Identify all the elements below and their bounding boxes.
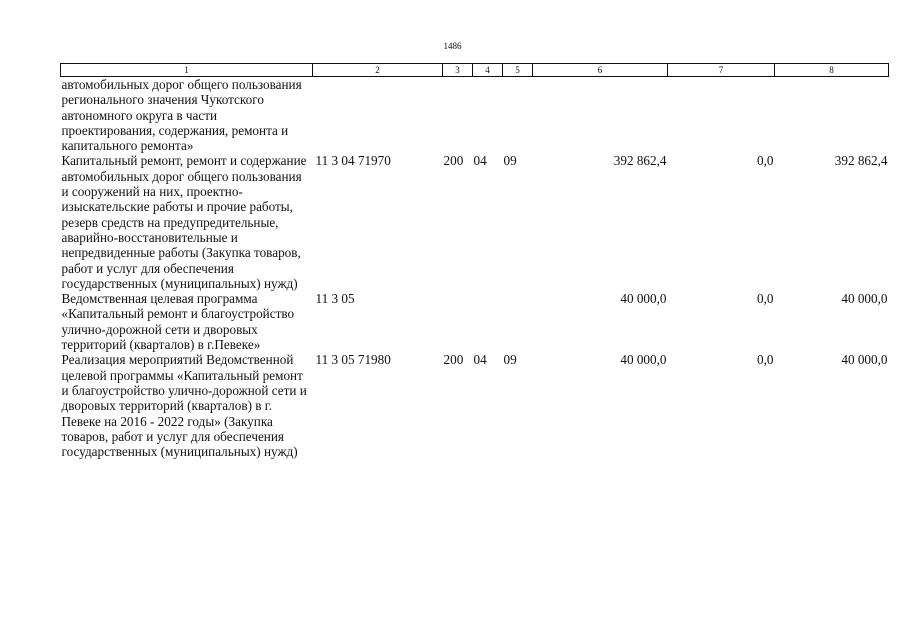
row-value-8	[775, 77, 889, 154]
row-subsection: 09	[503, 352, 517, 368]
row-subsection: 09	[503, 153, 517, 169]
column-header-7: 7	[668, 64, 775, 77]
table-row	[61, 352, 889, 459]
row-type: 200	[443, 153, 464, 169]
row-value-7: 0,0	[757, 352, 774, 368]
row-value-8: 40 000,0	[841, 291, 888, 307]
row-value-7: 0,0	[757, 153, 774, 169]
row-type	[443, 291, 473, 352]
column-header-3: 3	[443, 64, 473, 77]
budget-table	[60, 63, 889, 459]
row-name: Ведомственная целевая программа «Капитальный ремонт и благоустройство улично-дорожной сети и дворовых территорий (кварталов) в г.Певеке»	[61, 291, 295, 353]
column-header-4: 4	[473, 64, 503, 77]
row-value-6: 40 000,0	[620, 291, 667, 307]
row-value-6: 392 862,4	[613, 153, 667, 169]
column-header-6: 6	[533, 64, 668, 77]
row-section: 04	[473, 352, 487, 368]
column-header-1: 1	[61, 64, 313, 77]
row-subsection	[503, 291, 533, 352]
table-row	[61, 77, 889, 154]
column-header-2: 2	[313, 64, 443, 77]
row-value-7: 0,0	[757, 291, 774, 307]
table-header	[61, 64, 889, 77]
table-row	[61, 153, 889, 291]
row-section: 04	[473, 153, 487, 169]
table-body	[61, 77, 889, 460]
row-name: Реализация мероприятий Ведомственной целевой программы «Капитальный ремонт и благоустройство улично-дорожной сети и дворовых территорий (кварталов) в г. Певеке на 2016 - 2022 годы» (Закупка товаров, работ и услуг для обеспечения государственных (муниципальных) нужд)	[61, 352, 307, 460]
column-header-5: 5	[503, 64, 533, 77]
row-code: 11 3 05	[315, 291, 355, 307]
row-value-8: 392 862,4	[834, 153, 888, 169]
row-value-6: 40 000,0	[620, 352, 667, 368]
row-code: 11 3 04 71970	[315, 153, 391, 169]
table-row	[61, 291, 889, 352]
row-type: 200	[443, 352, 464, 368]
row-section	[473, 291, 503, 352]
page-number: 1486	[443, 41, 462, 51]
row-value-8: 40 000,0	[841, 352, 888, 368]
header-row	[61, 64, 889, 77]
row-subsection	[503, 77, 533, 154]
row-name: автомобильных дорог общего пользования регионального значения Чукотского автономного округа в части проектирования, содержания, ремонта и капитального ремонта»	[61, 77, 302, 154]
row-code: 11 3 05 71980	[315, 352, 391, 368]
row-type	[443, 77, 473, 154]
row-value-6	[533, 77, 668, 154]
row-value-7	[668, 77, 775, 154]
column-header-8: 8	[775, 64, 889, 77]
row-section	[473, 77, 503, 154]
row-name: Капитальный ремонт, ремонт и содержание автомобильных дорог общего пользования и сооружений на них, проектно-изыскательские работы и прочие работы, резерв средств на предупредительные, аварийно-восстановительные и непредвиденные работы (Закупка товаров, работ и услуг для обеспечения государственных (муниципальных) нужд)	[61, 153, 307, 291]
row-code	[313, 77, 443, 154]
